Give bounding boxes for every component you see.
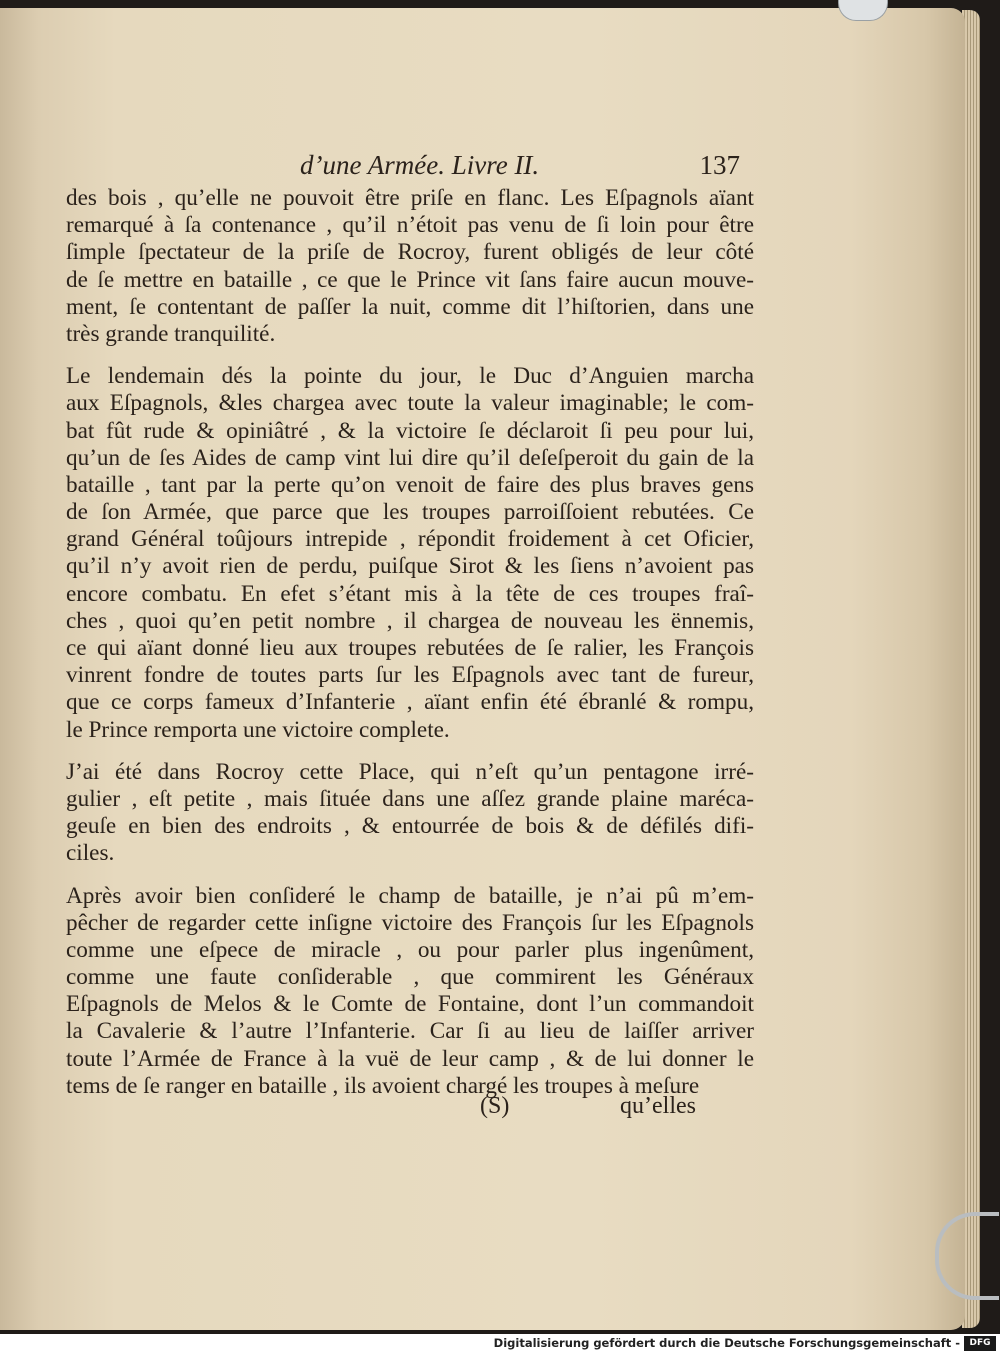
- text-line: le Prince remporta une victoire complete.: [66, 716, 450, 743]
- text-line: Le lendemain dés la pointe du jour, le Duc d’Anguien marcha: [66, 363, 754, 390]
- catchword: qu’elles: [620, 1093, 696, 1119]
- text-line: tems de ſe ranger en bataille , ils avoient chargé les troupes à meſure: [66, 1072, 700, 1099]
- credit-text: Digitalisierung gefördert durch die Deutsche Forschungsgemeinschaft -: [493, 1336, 960, 1350]
- text-line: grand Général toûjours intrepide , répondit froidement à cet Oficier,: [66, 526, 754, 553]
- paragraph-gap: [66, 348, 754, 363]
- signature-mark: (S): [480, 1093, 510, 1119]
- text-line: très grande tranquilité.: [66, 320, 276, 347]
- text-line: ment, ſe contentant de paſſer la nuit, comme dit l’hiſtorien, dans une: [66, 293, 754, 320]
- paragraph: [66, 759, 754, 868]
- running-header: [300, 150, 740, 190]
- running-title: d’une Armée. Livre II.: [300, 150, 540, 180]
- text-line: geuſe en bien des endroits , & entourrée de bois & de défilés difi-: [66, 813, 754, 840]
- dfg-logo: DFG: [964, 1336, 996, 1351]
- text-line: ciles.: [66, 840, 115, 867]
- paragraph: [66, 363, 754, 744]
- text-line: pêcher de regarder cette inſigne victoire des François ſur les Eſpagnols: [66, 909, 754, 936]
- text-line: qu’un de ſes Aides de camp vint lui dire qu’il deſeſperoit du gain de la: [66, 444, 754, 471]
- text-line: vinrent fondre de toutes parts ſur les Eſpagnols avec tant de fureur,: [66, 662, 754, 689]
- paragraph: [66, 883, 754, 1101]
- text-line: ches , quoi qu’en petit nombre , il chargea de nouveau les ënnemis,: [66, 607, 754, 634]
- text-line: Eſpagnols de Melos & le Comte de Fontaine, dont l’un commandoit: [66, 991, 754, 1018]
- text-line: gulier , eſt petite , mais ſituée dans une aſſez grande plaine maréca-: [66, 785, 754, 812]
- text-line: encore combatu. En efet s’étant mis à la tête de ces troupes fraî-: [66, 580, 754, 607]
- text-line: qu’il n’y avoit rien de perdu, puiſque Sirot & les ſiens n’avoient pas: [66, 553, 754, 580]
- text-line: des bois , qu’elle ne pouvoit être priſe en flanc. Les Eſpagnols aïant: [66, 185, 754, 211]
- text-line: Après avoir bien conſideré le champ de bataille, je n’ai pû m’em-: [66, 882, 754, 909]
- paragraph: [66, 185, 754, 348]
- credit-bar: [0, 1334, 1000, 1354]
- text-line: de ſe mettre en bataille , ce que le Prince vit ſans faire aucun mouve-: [66, 266, 754, 293]
- text-line: ce qui aïant donné lieu aux troupes rebutées de ſe ralier, les François: [66, 635, 754, 661]
- text-line: que ce corps fameux d’Infanterie , aïant enfin été ébranlé & rompu,: [66, 689, 754, 716]
- paragraph-gap: [66, 744, 754, 759]
- text-line: de ſon Armée, que parce que les troupes parroiſſoient rebutées. Ce: [66, 499, 754, 526]
- clip-bottom: [935, 1212, 999, 1300]
- paragraph-gap: [66, 868, 754, 883]
- text-line: bataille , tant par la perte qu’on venoit de faire des plus braves gens: [66, 471, 754, 498]
- page-number: 137: [699, 150, 740, 180]
- text-line: comme une eſpece de miracle , ou pour parler plus ingenûment,: [66, 936, 754, 963]
- text-line: J’ai été dans Rocroy cette Place, qui n’eſt qu’un pentagone irré-: [66, 758, 754, 785]
- text-line: toute l’Armée de France à la vuë de leur camp , & de lui donner le: [66, 1045, 754, 1072]
- body-text: [66, 185, 754, 1100]
- text-line: la Cavalerie & l’autre l’Infanterie. Car ſi au lieu de laiſſer arriver: [66, 1018, 754, 1045]
- text-line: ſimple ſpectateur de la priſe de Rocroy, furent obligés de leur côté: [66, 239, 754, 266]
- text-line: remarqué à ſa contenance , qu’il n’étoit pas venu de ſi loin pour être: [66, 212, 754, 239]
- text-line: bat fût rude & opiniâtré , & la victoire ſe déclaroit ſi peu pour lui,: [66, 417, 754, 444]
- text-line: comme une faute conſiderable , que commirent les Généraux: [66, 964, 754, 991]
- text-line: aux Eſpagnols, &les chargea avec toute la valeur imaginable; le com-: [66, 390, 754, 417]
